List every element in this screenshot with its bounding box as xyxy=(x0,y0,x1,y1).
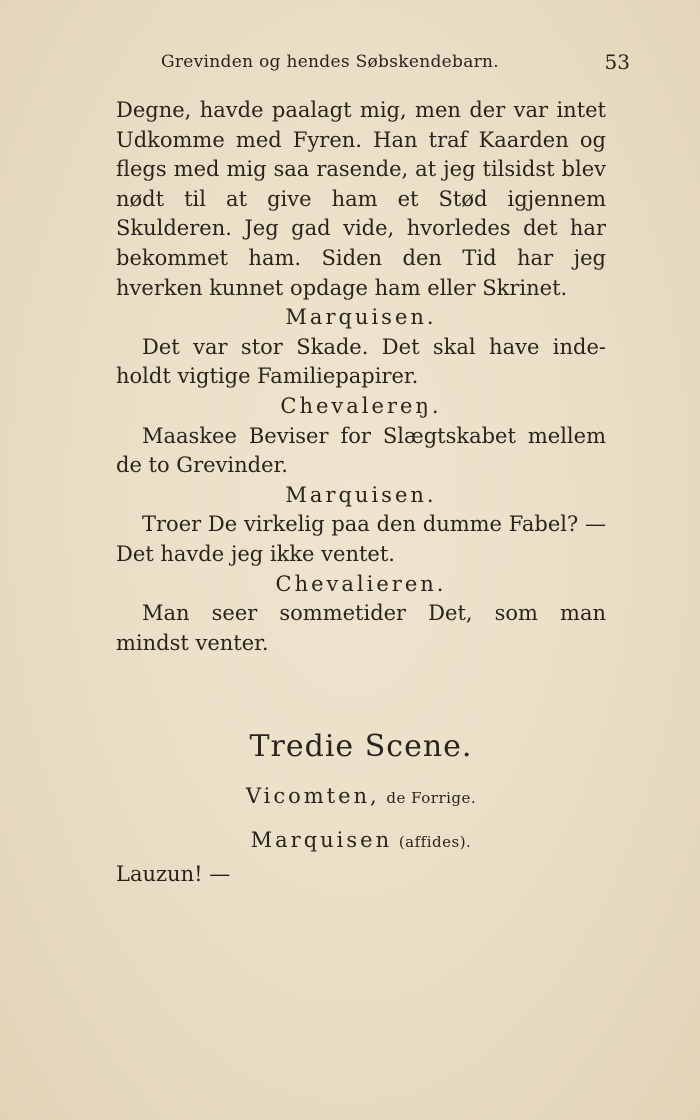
paragraph-1: Degne, havde paalagt mig, men der var intet Udkomme med Fyren. Han traf Kaarden og flegs med mig saa rasende, at jeg tilsidst blev nødt til at give ham et Stød igjennem Skulderen. Jeg gad vide, hvorledes det har bekommet ham. Siden den Tid har jeg hverken kunnet opdage ham eller Skrinet. xyxy=(116,98,606,300)
running-head xyxy=(70,46,630,76)
speaker-marquisen-2: Marquisen. xyxy=(285,482,437,507)
paragraph-3: Maaskee Beviser for Slægtskabet mellem de to Grevinder. xyxy=(116,423,606,478)
cast-note-2: (affides). xyxy=(398,833,472,852)
speaker-marquisen-1: Marquisen. xyxy=(285,305,437,330)
paragraph-4: Troer De virkelig paa den dumme Fabel? — Det havde jeg ikke ventet. xyxy=(116,512,606,566)
last-line: Lauzun! — xyxy=(116,862,231,887)
scene-cast-1 xyxy=(116,778,606,816)
scene-cast-2 xyxy=(116,822,606,860)
body-text xyxy=(116,96,606,890)
paragraph-5: Man seer sommetider Det, som man mindst venter. xyxy=(116,601,606,655)
cast-name-marquisen: Marquisen xyxy=(250,828,393,853)
running-title: Grevinden og hendes Søbskendebarn. xyxy=(160,52,500,72)
page-number: 53 xyxy=(604,50,630,74)
speaker-chevalieren-2: Chevalieren. xyxy=(275,571,447,596)
speaker-chevalieren-1: Chevalereŋ. xyxy=(280,393,442,418)
scene-title: Tredie Scene. xyxy=(249,729,473,765)
paragraph-2: Det var stor Skade. Det skal have inde-holdt vigtige Familiepapirer. xyxy=(116,334,606,389)
cast-name-vicomten: Vicomten, xyxy=(245,784,380,809)
cast-note-1: de Forrige. xyxy=(386,789,477,808)
